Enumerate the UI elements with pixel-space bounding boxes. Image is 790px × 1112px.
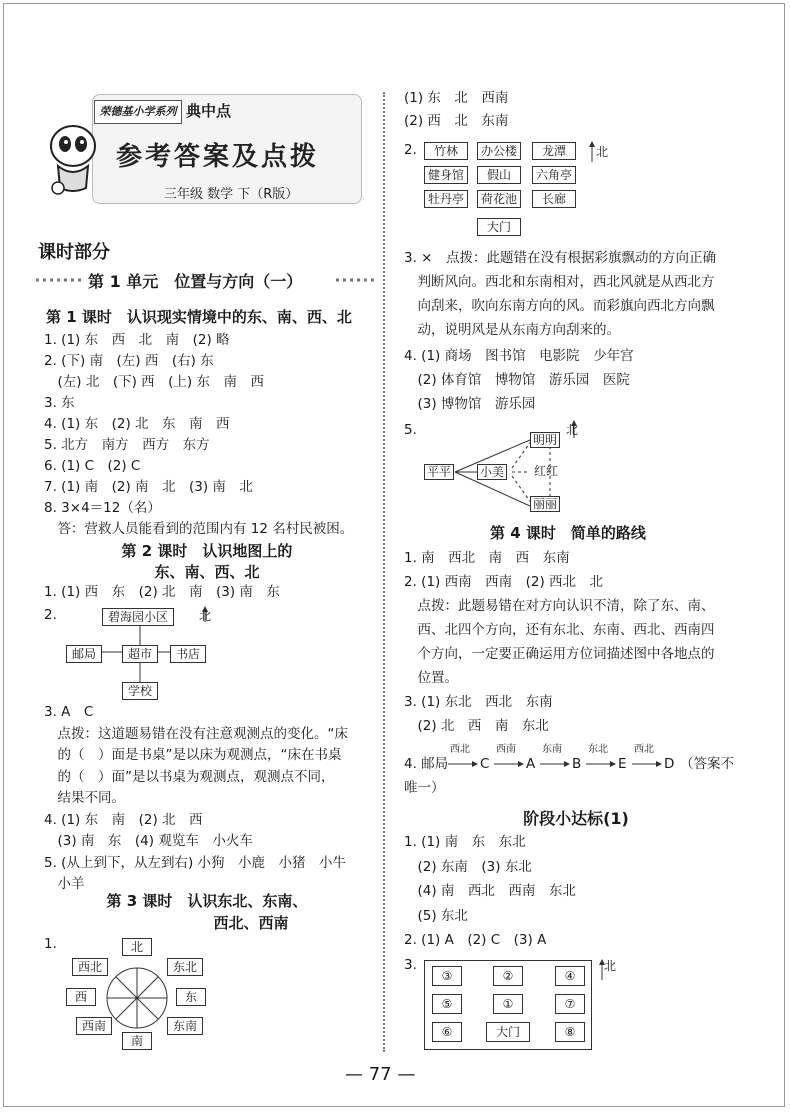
route-point-4: D (664, 756, 675, 772)
compass-ne: 东北 (167, 958, 203, 976)
l1-line-9: 答：营救人员能看到的范围内有 12 名村民被困。 (44, 521, 354, 537)
l4-line-7: (2) 北 西 南 东北 (404, 718, 549, 734)
r-top-1: (1) 东 北 西南 (404, 90, 509, 106)
park-gate: 大门 (477, 218, 521, 236)
grid3-cell: ② (493, 966, 523, 986)
grid3-cell: ⑧ (555, 1022, 585, 1042)
compass-s: 南 (122, 1032, 152, 1050)
l2-line-1: 点拨：这道题易错在没有注意观测点的变化。“床 (44, 725, 348, 742)
lesson3-title-b: 西北、西南 (213, 914, 289, 932)
park-cell: 龙潭 (532, 142, 576, 160)
park-cell: 六角亭 (532, 166, 576, 184)
l2-q1: 1. (1) 西 东 (2) 北 南 (3) 南 东 (44, 584, 280, 600)
compass-w: 西 (66, 988, 96, 1006)
person-mm: 明明 (530, 432, 560, 448)
l2-line-7: 5. (从上到下，从左到右) 小狗 小鹿 小猪 小牛 (44, 854, 346, 871)
l1-line-8: 8. 3×4＝12（名） (44, 500, 161, 516)
stage-title: 阶段小达标(1) (523, 809, 629, 828)
r-q5: 5. (404, 422, 417, 438)
column-divider (383, 92, 385, 1052)
l4-line-6: 3. (1) 东北 西北 东南 (404, 694, 553, 710)
route-dir-4: 西北 (634, 744, 654, 755)
route-tail: （答案不 (680, 756, 734, 772)
l2-line-8: 小羊 (44, 876, 85, 892)
brand-mark: 典中点 (186, 102, 232, 120)
l4-line-1: 2. (1) 西南 西南 (2) 西北 北 (404, 574, 603, 590)
lesson4-title: 第 4 课时 简单的路线 (490, 524, 646, 542)
l1-line-0: 1. (1) 东 西 北 南 (2) 略 (44, 332, 230, 348)
people-north: 北 (566, 423, 579, 437)
compass-n: 北 (122, 938, 152, 956)
grid3-cell: ③ (432, 966, 462, 986)
route-arrow-icon (586, 760, 616, 768)
page-number: — 77 — (345, 1064, 416, 1085)
mascot-icon (44, 122, 102, 198)
l4-line-2: 点拨：此题易错在对方向认识不清，除了东、南、 (404, 598, 715, 614)
l1-line-2: (左) 北 (下) 西 (上) 东 南 西 (44, 374, 264, 390)
section-title: 课时部分 (38, 242, 110, 263)
park-cell: 长廊 (532, 190, 576, 208)
grid3-cell: ④ (555, 966, 585, 986)
lesson1-title: 第 1 课时 认识现实情境中的东、南、西、北 (46, 308, 352, 326)
route-point-1: A (526, 756, 536, 772)
unit-bar (36, 268, 378, 292)
l2-line-6: (3) 南 东 (4) 观览车 小火车 (44, 833, 253, 849)
compass-se: 东南 (167, 1017, 203, 1035)
l2-line-0: 3. A C (44, 704, 94, 720)
l1-line-7: 7. (1) 南 (2) 南 北 (3) 南 北 (44, 479, 253, 495)
banner-subtitle: 三年级 数学 下（R版） (164, 187, 299, 202)
lesson3-title-a: 第 3 课时 认识东北、东南、 (106, 892, 308, 910)
l2-line-5: 4. (1) 东 南 (2) 北 西 (44, 811, 203, 828)
grid3-cell: ⑤ (432, 994, 462, 1014)
compass-nw: 西北 (72, 958, 108, 976)
stage-line-2: (4) 南 西北 西南 东北 (404, 883, 576, 900)
route-point-2: B (572, 756, 582, 772)
q3-line-0: 3. × 点拨：此题错在没有根据彩旗飘动的方向正确 (404, 250, 716, 266)
q4-line-2: (3) 博物馆 游乐园 (404, 396, 536, 412)
map2-center: 超市 (122, 645, 158, 663)
grid3-cell: ⑥ (432, 1022, 462, 1042)
park-cell: 假山 (477, 166, 521, 184)
unit-title: 第 1 单元 位置与方向（一） (88, 272, 303, 291)
l1-line-6: 6. (1) C (2) C (44, 458, 141, 474)
brand-label: 荣德基小学系列 (94, 100, 182, 124)
compass-sw: 西南 (76, 1017, 112, 1035)
park-cell: 办公楼 (477, 142, 521, 160)
stage-line-3: (5) 东北 (404, 907, 468, 924)
route-arrow-icon (632, 760, 662, 768)
grid-north: 北 (596, 145, 609, 159)
route-dir-0: 西北 (450, 744, 470, 755)
route-point-3: E (618, 756, 627, 772)
r-q2: 2. (404, 142, 417, 158)
route-dir-3: 东北 (588, 744, 608, 755)
l3-q1: 1. (44, 936, 57, 952)
header-banner (36, 88, 366, 216)
lesson2-title-a: 第 2 课时 认识地图上的 (121, 542, 293, 560)
l2-q2: 2. (44, 607, 57, 623)
stage-line-4: 2. (1) A (2) C (3) A (404, 932, 547, 949)
compass-e: 东 (176, 988, 206, 1006)
route-arrow-icon (494, 760, 524, 768)
l1-line-1: 2. (下) 南 (左) 西 (右) 东 (44, 353, 214, 369)
route-start: 4. 邮局 (404, 756, 449, 772)
l1-line-5: 5. 北方 南方 西方 东方 (44, 437, 210, 453)
route-tail2: 唯一） (404, 780, 445, 796)
l2-line-4: 结果不同。 (44, 790, 125, 806)
l4-line-0: 1. 南 西北 南 西 东南 (404, 550, 570, 566)
l2-line-2: 的（ ）面是书桌”是以床为观测点，“床在书桌 (44, 747, 342, 763)
map2-right: 书店 (170, 645, 206, 663)
map2-bottom: 学校 (122, 682, 158, 700)
stage-line-1: (2) 东南 (3) 东北 (404, 858, 532, 875)
stage-line-5: 3. (404, 957, 417, 973)
q4-line-1: (2) 体育馆 博物馆 游乐园 医院 (404, 372, 630, 388)
l4-line-5: 位置。 (404, 670, 458, 686)
r-top-2: (2) 西 北 东南 (404, 113, 509, 129)
park-cell: 健身馆 (424, 166, 468, 184)
park-cell: 牡丹亭 (424, 190, 468, 208)
lesson2-title-b: 东、南、西、北 (154, 563, 260, 581)
q3-line-1: 判断风向。西北和东南相对，西北风就是从西北方 (404, 274, 715, 290)
grid3-north: 北 (604, 959, 617, 973)
map2-north: 北 (199, 609, 212, 623)
park-cell: 竹林 (424, 142, 468, 160)
person-ll: 丽丽 (530, 496, 560, 512)
l1-line-3: 3. 东 (44, 395, 75, 411)
route-point-0: C (480, 756, 490, 772)
route-arrow-icon (448, 760, 478, 768)
grid3-cell: 大门 (486, 1022, 530, 1042)
l1-line-4: 4. (1) 东 (2) 北 东 南 西 (44, 416, 230, 432)
grid3-cell: ① (493, 994, 523, 1014)
map2-top: 碧海园小区 (102, 608, 174, 626)
person-pp: 平平 (424, 464, 454, 480)
route-arrow-icon (540, 760, 570, 768)
l2-line-3: 的（ ）面”是以书桌为观测点，观测点不同， (44, 768, 335, 785)
person-xm: 小美 (477, 464, 507, 480)
q3-line-2: 向刮来，吹向东南方向的风。而彩旗向西北方向飘 (404, 298, 715, 314)
person-hh: 红红 (534, 464, 559, 478)
stage-line-0: 1. (1) 南 东 东北 (404, 834, 526, 850)
map2-left: 邮局 (66, 645, 102, 663)
l4-line-4: 个方向，一定要正确运用方位词描述图中各地点的 (404, 646, 715, 662)
route-dir-2: 东南 (542, 744, 562, 755)
route-dir-1: 西南 (496, 744, 516, 755)
q3-line-3: 动，说明风是从东南方向刮来的。 (404, 322, 620, 338)
q4-line-0: 4. (1) 商场 图书馆 电影院 少年宫 (404, 348, 634, 364)
banner-title: 参考答案及点拨 (116, 142, 320, 172)
park-cell: 荷花池 (477, 190, 521, 208)
grid3-cell: ⑦ (555, 994, 585, 1014)
l4-line-3: 西、北四个方向，还有东北、东南、西北、西南四 (404, 622, 715, 638)
